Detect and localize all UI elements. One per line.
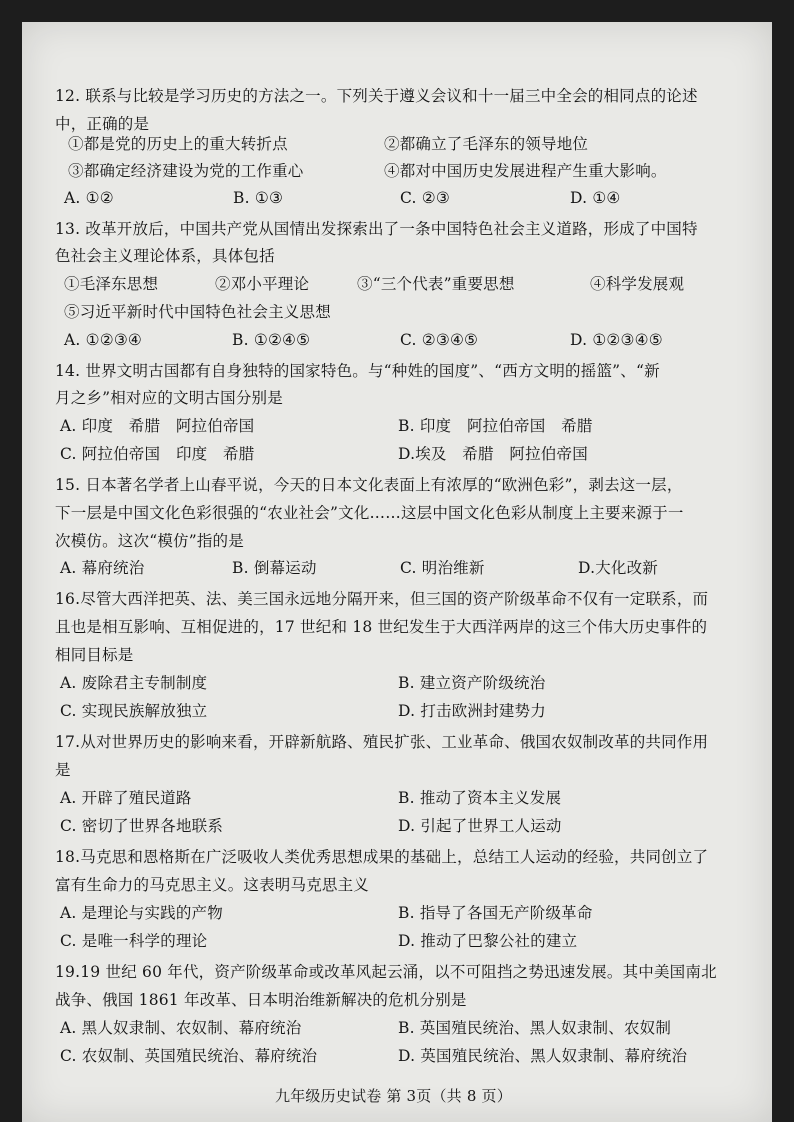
q16-stem-cont-2: 相同目标是 — [55, 646, 134, 664]
q17-option-a: A. 开辟了殖民道路 — [60, 789, 192, 807]
q12-stem-cont: 中，正确的是 — [55, 115, 150, 133]
q18-option-d: D. 推动了巴黎公社的建立 — [398, 932, 578, 950]
q17-option-d: D. 引起了世界工人运动 — [398, 817, 562, 835]
q12-item-2: ②都确立了毛泽东的领导地位 — [384, 135, 589, 153]
q14-option-d: D.埃及 希腊 阿拉伯帝国 — [398, 445, 588, 463]
q13-stem: 13. 改革开放后，中国共产党从国情出发探索出了一条中国特色社会主义道路，形成了中国特 — [55, 220, 698, 238]
q12-item-3: ③都确定经济建设为党的工作重心 — [68, 162, 304, 180]
q12-option-a: A. ①② — [64, 189, 114, 207]
q17-stem-cont: 是 — [55, 761, 71, 779]
q13-stem-cont: 色社会主义理论体系，具体包括 — [55, 247, 275, 265]
q13-option-d: D. ①②③④⑤ — [570, 331, 663, 349]
q16-stem: 16.尽管大西洋把英、法、美三国永远地分隔开来，但三国的资产阶级革命不仅有一定联系，而 — [55, 590, 709, 608]
q19-option-a: A. 黑人奴隶制、农奴制、幕府统治 — [60, 1019, 302, 1037]
q13-option-c: C. ②③④⑤ — [400, 331, 479, 349]
q18-option-a: A. 是理论与实践的产物 — [60, 904, 223, 922]
q17-option-c: C. 密切了世界各地联系 — [60, 817, 224, 835]
q18-option-b: B. 指导了各国无产阶级革命 — [398, 904, 593, 922]
q19-option-d: D. 英国殖民统治、黑人奴隶制、幕府统治 — [398, 1047, 688, 1065]
q15-option-b: B. 倒幕运动 — [232, 559, 317, 577]
q17-option-b: B. 推动了资本主义发展 — [398, 789, 562, 807]
q18-option-c: C. 是唯一科学的理论 — [60, 932, 208, 950]
q13-item-5: ⑤习近平新时代中国特色社会主义思想 — [64, 303, 331, 321]
q12-item-1: ①都是党的历史上的重大转折点 — [68, 135, 288, 153]
q19-option-b: B. 英国殖民统治、黑人奴隶制、农奴制 — [398, 1019, 672, 1037]
q19-stem: 19.19 世纪 60 年代，资产阶级革命或改革风起云涌，以不可阻挡之势迅速发展。其中美国南北 — [55, 963, 717, 981]
q13-option-a: A. ①②③④ — [64, 331, 143, 349]
q12-option-c: C. ②③ — [400, 189, 450, 207]
q18-stem: 18.马克思和恩格斯在广泛吸收人类优秀思想成果的基础上，总结工人运动的经验，共同创立了 — [55, 848, 709, 866]
q16-option-b: B. 建立资产阶级统治 — [398, 674, 546, 692]
q16-option-c: C. 实现民族解放独立 — [60, 702, 208, 720]
q13-option-b: B. ①②④⑤ — [232, 331, 311, 349]
q15-option-a: A. 幕府统治 — [60, 559, 145, 577]
q17-stem: 17.从对世界历史的影响来看，开辟新航路、殖民扩张、工业革命、俄国农奴制改革的共同作用 — [55, 733, 709, 751]
q14-stem-cont: 月之乡”相对应的文明古国分别是 — [55, 389, 283, 407]
q19-stem-cont: 战争、俄国 1861 年改革、日本明治维新解决的危机分别是 — [55, 991, 467, 1009]
q16-stem-cont-1: 且也是相互影响、互相促进的，17 世纪和 18 世纪发生于大西洋两岸的这三个伟大历史事件的 — [55, 618, 708, 636]
q14-option-b: B. 印度 阿拉伯帝国 希腊 — [398, 417, 593, 435]
q16-option-a: A. 废除君主专制制度 — [60, 674, 208, 692]
q12-option-d: D. ①④ — [570, 189, 621, 207]
q15-stem-cont-2: 次模仿。这次“模仿”指的是 — [55, 532, 244, 550]
q19-option-c: C. 农奴制、英国殖民统治、幕府统治 — [60, 1047, 318, 1065]
q15-option-c: C. 明治维新 — [400, 559, 485, 577]
q14-stem: 14. 世界文明古国都有自身独特的国家特色。与“种姓的国度”、“西方文明的摇篮”、“新 — [55, 362, 660, 380]
q16-option-d: D. 打击欧洲封建势力 — [398, 702, 546, 720]
q14-option-c: C. 阿拉伯帝国 印度 希腊 — [60, 445, 255, 463]
q12-item-4: ④都对中国历史发展进程产生重大影响。 — [384, 162, 667, 180]
q15-stem-cont-1: 下一层是中国文化色彩很强的“农业社会”文化……这层中国文化色彩从制度上主要来源于一 — [55, 504, 684, 522]
q14-option-a: A. 印度 希腊 阿拉伯帝国 — [60, 417, 255, 435]
q12-option-b: B. ①③ — [233, 189, 284, 207]
page-footer: 九年级历史试卷 第 3页（共 8 页） — [275, 1087, 512, 1105]
q15-stem: 15. 日本著名学者上山春平说，今天的日本文化表面上有浓厚的“欧洲色彩”，剥去这一层， — [55, 476, 683, 494]
q13-item-4: ④科学发展观 — [590, 275, 685, 293]
q15-option-d: D.大化改新 — [578, 559, 659, 577]
q13-item-1: ①毛泽东思想 — [64, 275, 159, 293]
q13-item-2: ②邓小平理论 — [215, 275, 310, 293]
q12-stem: 12. 联系与比较是学习历史的方法之一。下列关于遵义会议和十一届三中全会的相同点的论述 — [55, 87, 698, 105]
q13-item-3: ③“三个代表”重要思想 — [357, 275, 515, 293]
q18-stem-cont: 富有生命力的马克思主义。这表明马克思主义 — [55, 876, 370, 894]
